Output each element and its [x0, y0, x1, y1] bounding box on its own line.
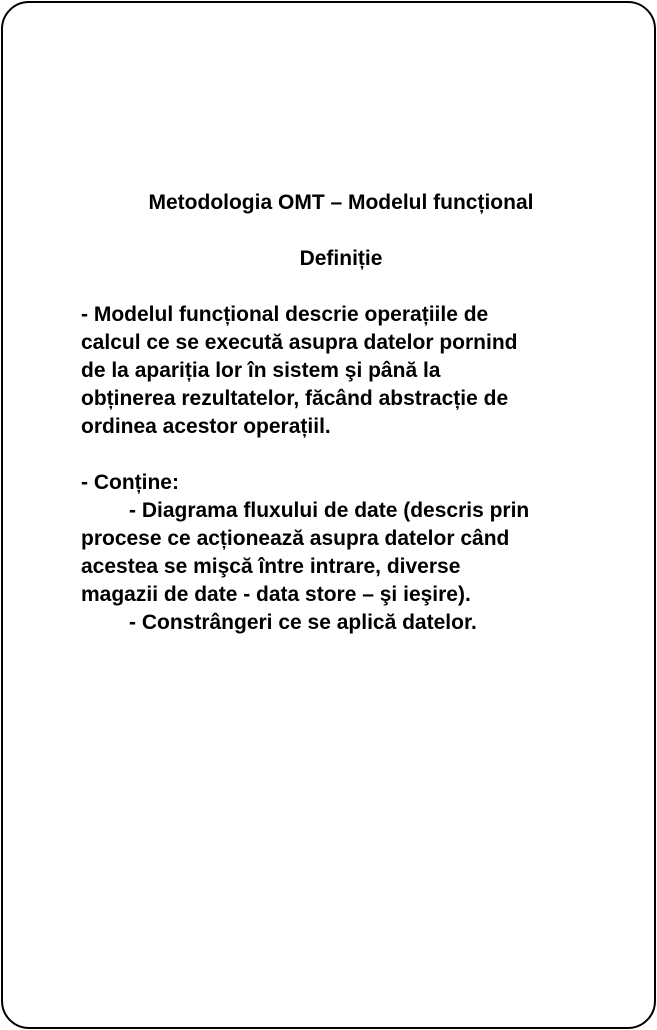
slide-content	[81, 189, 601, 637]
contents-item-1-line: magazii de date - data store – şi ieşire).	[81, 583, 471, 606]
slide-title: Metodologia OMT – Modelul funcțional	[148, 191, 534, 214]
definition-paragraph	[81, 301, 601, 441]
contents-item-2: - Constrângeri ce se aplică datelor.	[129, 611, 477, 634]
contents-heading: - Conține:	[81, 471, 179, 494]
definition-line: obținerea rezultatelor, făcând abstracție de	[81, 387, 509, 410]
definition-line: ordinea acestor operațiil.	[81, 415, 331, 438]
contents-item-1-line: - Diagrama fluxului de date (descris prin	[129, 499, 530, 522]
definition-line: de la apariția lor în sistem şi până la	[81, 359, 441, 382]
contents-item-1-line: procese ce acționează asupra datelor când	[81, 527, 510, 550]
contents-section	[81, 469, 601, 637]
contents-item-1-line: acestea se mişcă între intrare, diverse	[81, 555, 461, 578]
slide-card	[1, 1, 656, 1029]
slide-subtitle: Definiție	[299, 247, 383, 270]
definition-line: - Modelul funcțional descrie operațiile de	[81, 303, 489, 326]
definition-line: calcul ce se execută asupra datelor pornind	[81, 331, 518, 354]
